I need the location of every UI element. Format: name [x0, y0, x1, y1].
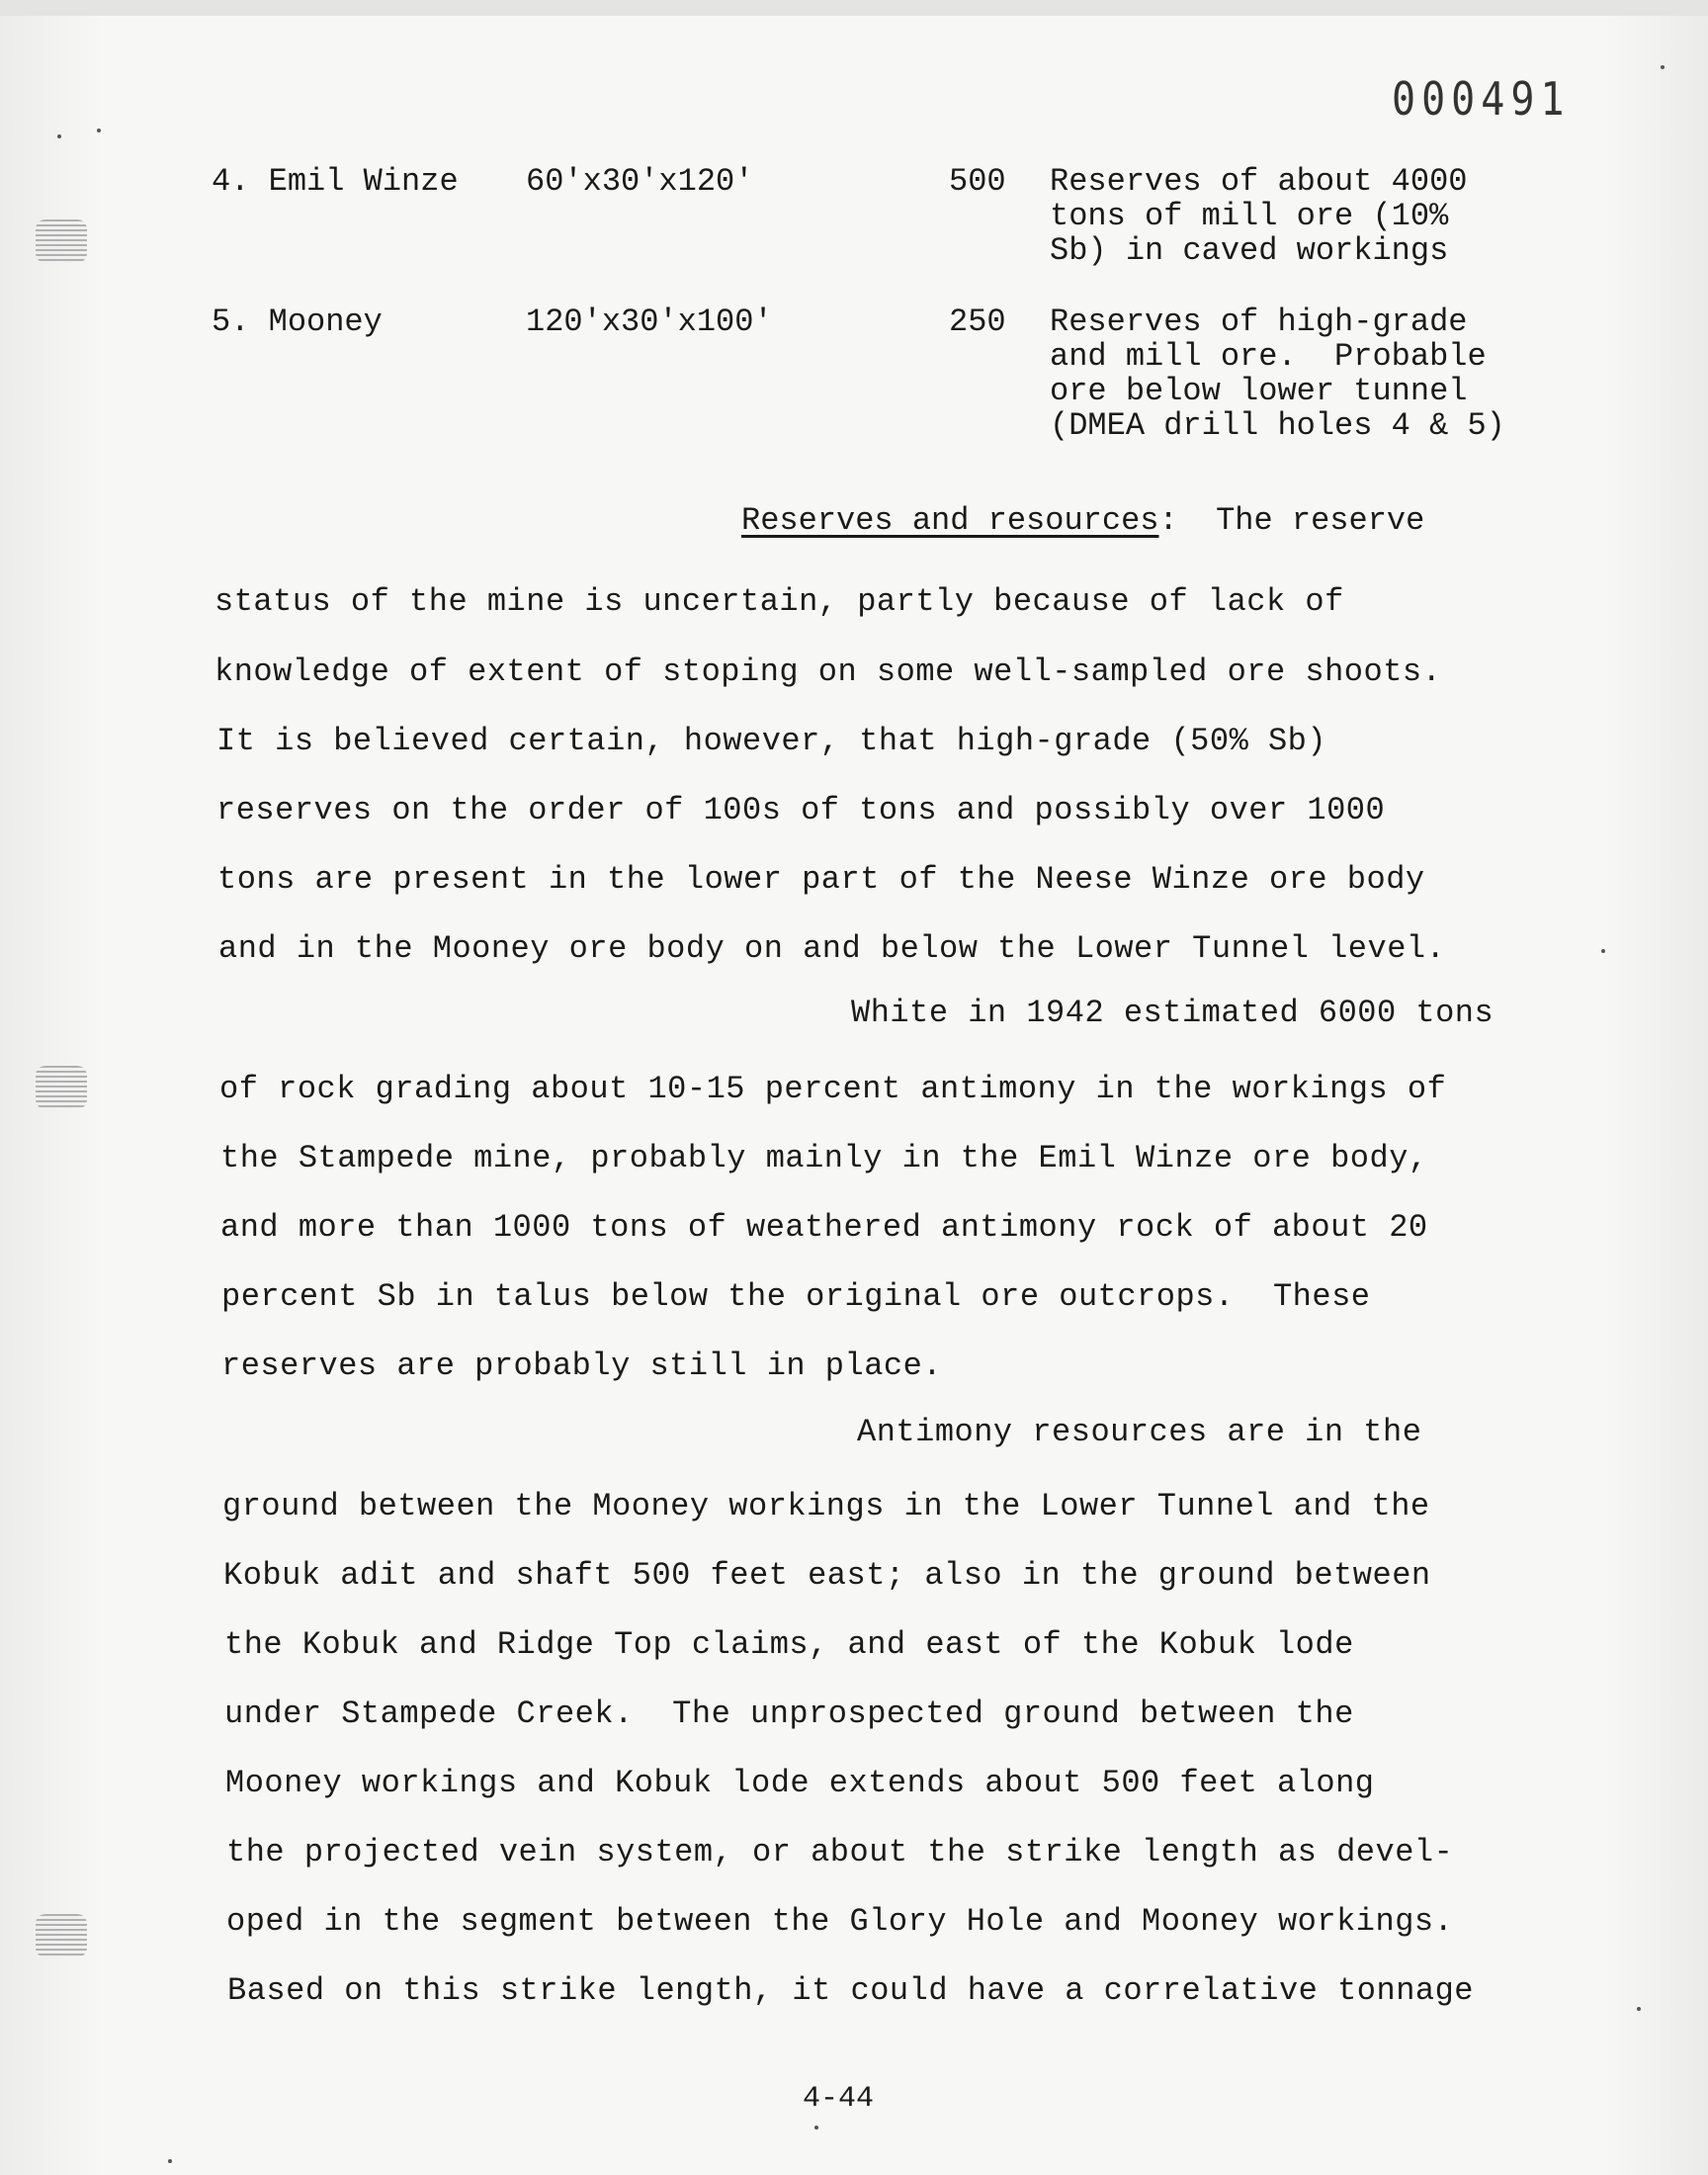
- reserve-remarks: [1050, 304, 1603, 443]
- reserve-dimensions: 60'x30'x120': [526, 163, 754, 200]
- remark-line: Reserves of high-grade: [1050, 304, 1468, 340]
- paragraph-line: reserves on the order of 100s of tons and possibly over 1000: [216, 792, 1386, 828]
- paragraph-line: reserves are probably still in place.: [221, 1348, 943, 1384]
- paragraph-line: It is believed certain, however, that high-grade (50% Sb): [216, 723, 1327, 759]
- paragraph-line: and more than 1000 tons of weathered antimony rock of about 20: [220, 1209, 1428, 1246]
- remark-line: tons of mill ore (10%: [1050, 198, 1449, 234]
- section-heading-line: [741, 502, 1424, 539]
- paragraph-line: knowledge of extent of stoping on some well-sampled ore shoots.: [214, 653, 1442, 690]
- punch-hole-top: [36, 219, 87, 263]
- remark-line: and mill ore. Probable: [1050, 338, 1487, 375]
- paragraph-line: oped in the segment between the Glory Hole and Mooney workings.: [226, 1903, 1454, 1940]
- paragraph-line: the projected vein system, or about the strike length as devel-: [226, 1834, 1454, 1870]
- reserve-name: 5. Mooney: [212, 304, 383, 340]
- paragraph-line: Based on this strike length, it could have a correlative tonnage: [227, 1972, 1474, 2009]
- page-number: 4-44: [803, 2082, 875, 2116]
- reserve-remarks: [1050, 164, 1603, 268]
- section-heading: Reserves and resources: [741, 502, 1159, 539]
- punch-hole-middle: [36, 1066, 87, 1109]
- scan-speck: [1601, 949, 1605, 953]
- paragraph-line: Antimony resources are in the: [857, 1414, 1422, 1450]
- document-number: 000491: [1392, 73, 1571, 127]
- remark-line: ore below lower tunnel: [1050, 373, 1468, 409]
- paragraph-line: status of the mine is uncertain, partly because of lack of: [214, 583, 1344, 620]
- paragraph-line: Kobuk adit and shaft 500 feet east; also in the ground between: [223, 1557, 1431, 1594]
- scan-speck: [814, 2126, 818, 2130]
- scan-speck: [97, 129, 101, 132]
- scan-speck: [57, 134, 61, 138]
- reserve-name: 4. Emil Winze: [212, 163, 459, 200]
- paragraph-line: Mooney workings and Kobuk lode extends about 500 feet along: [225, 1765, 1375, 1801]
- paragraph-line: White in 1942 estimated 6000 tons: [851, 995, 1494, 1031]
- remark-line: (DMEA drill holes 4 & 5): [1050, 407, 1505, 444]
- paragraph-line: the Stampede mine, probably mainly in the Emil Winze ore body,: [220, 1140, 1428, 1176]
- paragraph-line: the Kobuk and Ridge Top claims, and east of the Kobuk lode: [224, 1626, 1354, 1663]
- reserve-value: 250: [949, 304, 1006, 340]
- section-heading-continuation: : The reserve: [1158, 502, 1425, 539]
- paragraph-line: percent Sb in talus below the original ore outcrops. These: [221, 1278, 1371, 1315]
- paragraph-line: of rock grading about 10-15 percent antimony in the workings of: [219, 1071, 1447, 1107]
- remark-line: Sb) in caved workings: [1050, 232, 1449, 269]
- scan-speck: [1637, 2007, 1641, 2011]
- scan-speck: [168, 2159, 172, 2163]
- punch-hole-bottom: [36, 1914, 87, 1958]
- reserve-dimensions: 120'x30'x100': [526, 304, 773, 340]
- scan-top-edge: [0, 0, 1708, 16]
- scan-speck: [1661, 65, 1665, 69]
- reserve-value: 500: [949, 163, 1006, 200]
- paragraph-line: under Stampede Creek. The unprospected ground between the: [224, 1696, 1354, 1732]
- paragraph-line: ground between the Mooney workings in the Lower Tunnel and the: [222, 1488, 1430, 1524]
- remark-line: Reserves of about 4000: [1050, 163, 1468, 200]
- paragraph-line: and in the Mooney ore body on and below the Lower Tunnel level.: [218, 930, 1446, 967]
- paragraph-line: tons are present in the lower part of the Neese Winze ore body: [217, 861, 1425, 898]
